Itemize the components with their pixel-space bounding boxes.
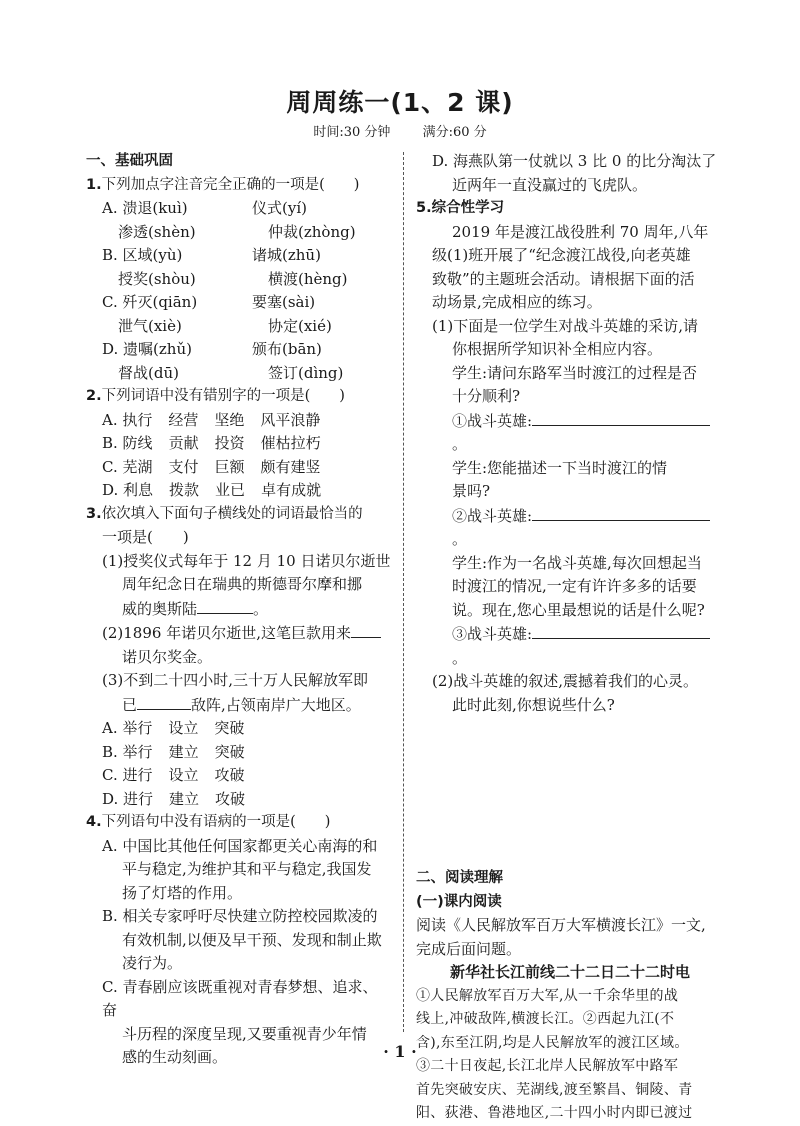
section-basic: 一、基础巩固 [86,153,173,169]
q5-answer-line: ③战斗英雄:。 [416,622,724,670]
q3-sentence-2: (2)1896 年诺贝尔逝世,这笔巨款用来 [86,621,392,646]
passage-line: 含),东至江阴,均是人民解放军的渡江区域。 [416,1034,689,1051]
q3-sentence-3: (3)不到二十四小时,三十万人民解放军即 [102,671,369,689]
q3-sentence-1-cont: 周年纪念日在瑞典的斯德哥尔摩和挪 [122,575,363,593]
full-score: 满分:60 分 [422,125,487,140]
q5-part-2: (2)战斗英雄的叙述,震撼着我们的心灵。 [432,672,699,690]
q3-sentence-1-end: 威的奥斯陆 。 [86,597,392,622]
q3-option: A. 举行 设立 突破 [102,719,245,737]
q5-part-1: (1)下面是一位学生对战斗英雄的采访,请 [432,316,699,335]
q3-sentence-3-cont: 已 敌阵,占领南岸广大地区。 [86,693,392,718]
q5-dialogue: 学生:请问东路军当时渡江的过程是否 [452,363,698,382]
answer-blank[interactable] [351,621,381,638]
answer-space[interactable] [416,717,724,867]
q5-dialogue: 说。现在,您心里最想说的话是什么呢? [452,600,705,619]
question-3-stem-cont: 一项是( ) [102,528,189,546]
question-1-stem: 1.下列加点字注音完全正确的一项是( ) [86,176,360,193]
q1-row: 授奖(shòu) 横渡(hèng) [118,269,348,288]
page-number: · 1 · [383,1042,417,1061]
right-column [416,150,724,1126]
q5-dialogue: 时渡江的情况,一定有许许多多的话要 [452,577,697,595]
q1-row: 泄气(xiè) 协定(xié) [118,316,332,335]
answer-blank[interactable] [197,597,253,614]
q4-option-a-cont: 扬了灯塔的作用。 [122,883,243,902]
question-3-stem: 3.依次填入下面句子横线处的词语最恰当的 [86,505,363,522]
q1-row: C. 歼灭(qiān) 要塞(sài) [102,293,316,311]
q4-option-a-cont: 平与稳定,为维护其和平与稳定,我国发 [122,860,372,878]
q1-row: 渗透(shèn) 仲裁(zhòng) [118,222,356,241]
q5-dialogue: 景吗? [452,482,491,500]
q5-dialogue: 学生:作为一名战斗英雄,每次回想起当 [452,553,702,572]
passage-line: 阳、荻港、鲁港地区,二十四小时内即已渡过 [416,1105,693,1121]
q3-option: C. 进行 设立 攻破 [102,766,245,784]
question-4-stem: 4.下列语句中没有语病的一项是( ) [86,814,331,830]
answer-blank[interactable] [532,622,710,639]
q4-option-d-cont: 近两年一直没赢过的飞虎队。 [452,175,648,194]
q4-option-c-cont: 斗历程的深度呈现,又要重视青少年情 [122,1024,367,1043]
q4-option-b-cont: 凌行为。 [122,954,183,972]
reading-instruction-cont: 完成后面问题。 [416,939,522,958]
subsection-in-class: (一)课内阅读 [416,893,502,910]
question-2-stem: 2.下列词语中没有错别字的一项是( ) [86,388,345,404]
q3-sentence-2-cont: 诺贝尔奖金。 [122,647,213,666]
left-column [86,150,392,1070]
q2-option: D. 利息 拨款 业已 卓有成就 [102,481,322,499]
q5-intro: 动场景,完成相应的练习。 [432,293,602,311]
passage-line: ③二十日夜起,长江北岸人民解放军中路军 [416,1058,679,1074]
exam-meta [0,124,800,142]
column-divider [403,152,404,1032]
q2-option: A. 执行 经营 坚绝 风平浪静 [102,410,321,429]
q5-part-1-cont: 你根据所学知识补全相应内容。 [452,340,663,358]
q4-option-c: C. 青春剧应该既重视对青春梦想、追求、奋 [102,977,378,1019]
q2-option: C. 芜湖 支付 巨额 颇有建竖 [102,457,321,476]
answer-blank[interactable] [532,409,710,426]
answer-blank[interactable] [137,693,191,710]
q4-option-d: D. 海燕队第一仗就以 3 比 0 的比分淘汰了 [432,152,717,170]
question-5-stem: 5.综合性学习 [416,200,505,216]
q5-dialogue: 学生:您能描述一下当时渡江的情 [452,458,668,477]
q1-row: A. 溃退(kuì) 仪式(yí) [102,199,307,217]
q4-option-c-cont: 感的生动刻画。 [122,1048,228,1066]
q3-sentence-1: (1)授奖仪式每年于 12 月 10 日诺贝尔逝世 [102,551,391,570]
q5-dialogue: 十分顺利? [452,387,521,405]
q3-option: D. 进行 建立 攻破 [102,789,246,808]
q5-part-2-cont: 此时此刻,你想说些什么? [452,695,615,714]
q5-answer-line: ②战斗英雄:。 [416,504,724,552]
q1-row: 督战(dū) 签订(dìng) [118,363,344,382]
passage-title: 新华社长江前线二十二日二十二时电 [449,963,690,981]
q4-option-b-cont: 有效机制,以便及早干预、发现和制止欺 [122,930,382,949]
page-title: 周周练一(1、2 课) [286,88,514,117]
passage-line: 首先突破安庆、芜湖线,渡至繁昌、铜陵、青 [416,1081,693,1098]
q5-intro: 级(1)班开展了“纪念渡江战役,向老英雄 [432,246,691,264]
section-reading: 二、阅读理解 [416,870,503,886]
passage-line: ①人民解放军百万大军,从一千余华里的战 [416,987,679,1004]
q3-option: B. 举行 建立 突破 [102,742,245,761]
q4-option-a: A. 中国比其他任何国家都更关心南海的和 [102,836,378,855]
q5-intro: 致敬”的主题班会活动。请根据下面的活 [432,269,695,288]
answer-blank[interactable] [532,504,710,521]
q5-intro: 2019 年是渡江战役胜利 70 周年,八年 [452,222,709,241]
q2-option: B. 防线 贡献 投资 催枯拉朽 [102,434,321,452]
time-limit: 时间:30 分钟 [313,125,391,140]
q5-answer-line: ①战斗英雄:。 [416,409,724,457]
q4-option-b: B. 相关专家呼吁尽快建立防控校园欺凌的 [102,907,378,925]
q1-row: B. 区域(yù) 诸城(zhū) [102,246,321,264]
reading-instruction: 阅读《人民解放军百万大军横渡长江》一文, [416,916,706,934]
passage-line: 线上,冲破敌阵,横渡长江。②西起九江(不 [416,1011,675,1027]
q1-row: D. 遗嘱(zhǔ) 颁布(bān) [102,340,322,358]
